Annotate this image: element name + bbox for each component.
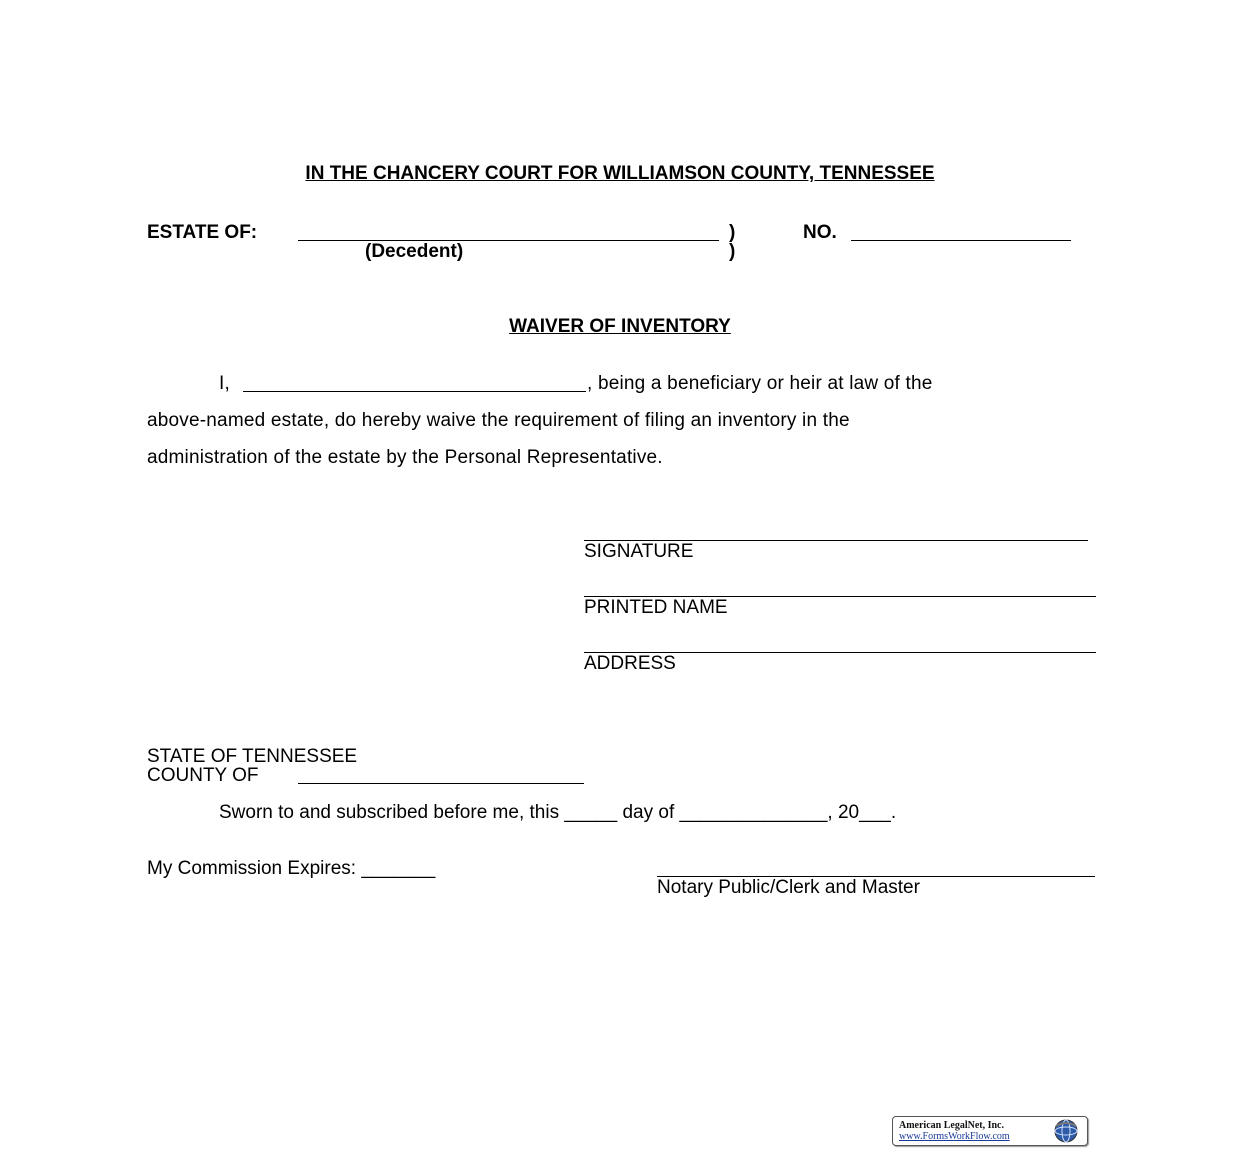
state-label: STATE OF TENNESSEE bbox=[147, 746, 358, 767]
notary-label: Notary Public/Clerk and Master bbox=[657, 877, 920, 898]
county-label: COUNTY OF bbox=[147, 765, 259, 786]
body-line-1-suffix: , being a beneficiary or heir at law of the bbox=[587, 373, 933, 394]
sworn-statement: Sworn to and subscribed before me, this _____ day of ______________, 20___. bbox=[219, 802, 897, 823]
body-line-2: above-named estate, do hereby waive the requirement of filing an inventory in the bbox=[147, 410, 850, 431]
signature-label: SIGNATURE bbox=[584, 541, 694, 562]
beneficiary-name-blank[interactable] bbox=[243, 391, 586, 392]
case-no-label: NO. bbox=[803, 222, 837, 243]
logo-company-name: American LegalNet, Inc. bbox=[899, 1120, 1004, 1131]
case-no-blank[interactable] bbox=[851, 240, 1071, 241]
caption-paren-2: ) bbox=[729, 241, 736, 262]
footer-logo bbox=[892, 1116, 1088, 1146]
document-title: WAIVER OF INVENTORY bbox=[509, 316, 731, 337]
estate-name-blank[interactable] bbox=[298, 240, 719, 241]
county-blank[interactable] bbox=[298, 783, 584, 784]
commission-expires: My Commission Expires: _______ bbox=[147, 858, 436, 879]
caption-paren-1: ) bbox=[729, 222, 736, 243]
globe-icon bbox=[1051, 1118, 1081, 1144]
address-label: ADDRESS bbox=[584, 653, 676, 674]
decedent-label: (Decedent) bbox=[365, 241, 464, 262]
estate-of-label: ESTATE OF: bbox=[147, 222, 258, 243]
logo-url-link[interactable]: www.FormsWorkFlow.com bbox=[899, 1131, 1010, 1142]
printed-name-label: PRINTED NAME bbox=[584, 597, 728, 618]
body-line-3: administration of the estate by the Personal Representative. bbox=[147, 447, 663, 468]
body-line-1-prefix: I, bbox=[219, 373, 230, 394]
court-title: IN THE CHANCERY COURT FOR WILLIAMSON COUNTY, TENNESSEE bbox=[305, 163, 935, 184]
